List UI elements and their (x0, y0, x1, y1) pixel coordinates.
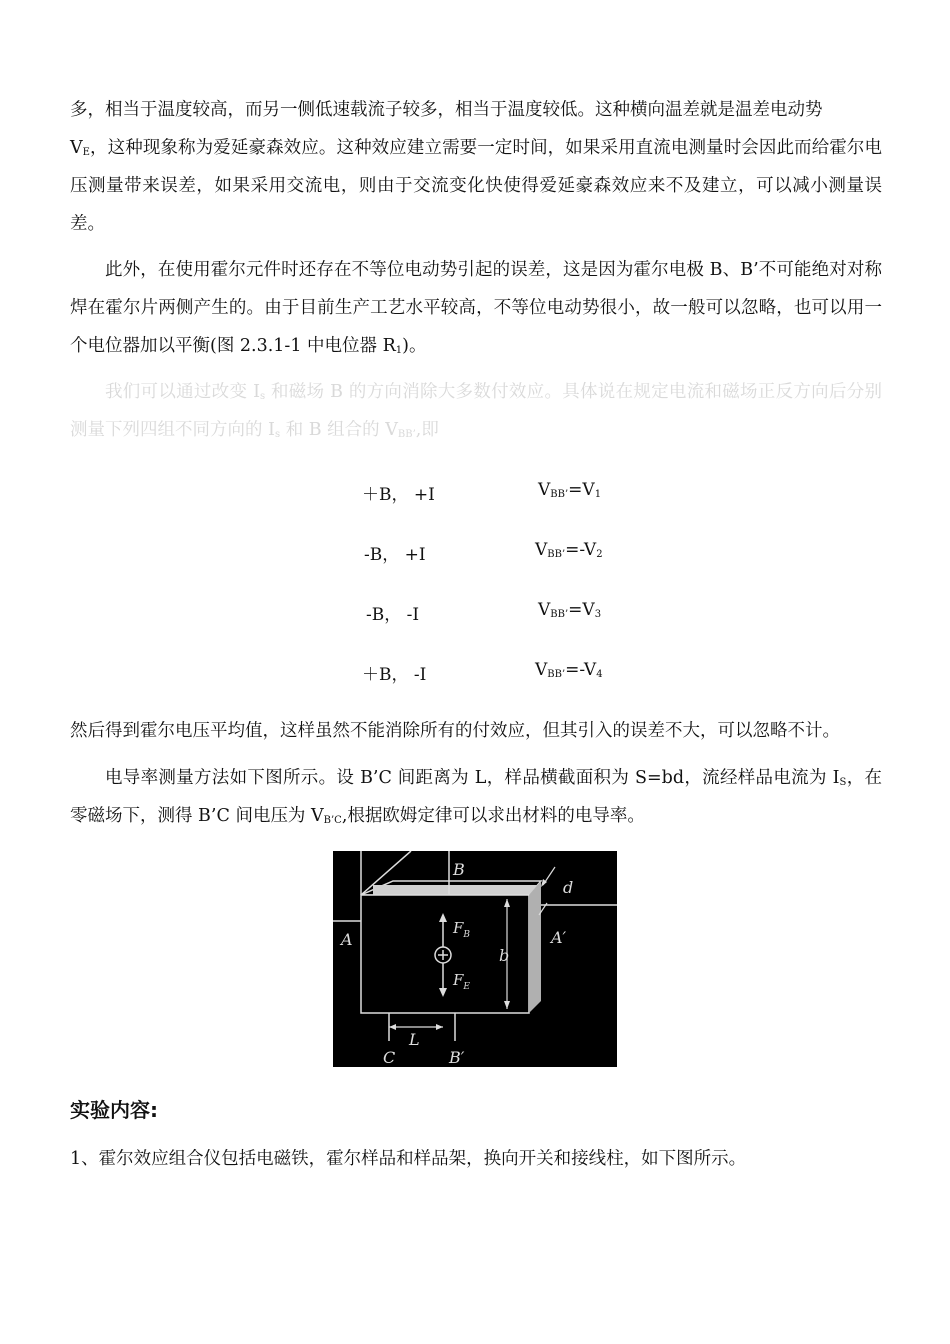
subscript: s (260, 391, 266, 402)
label-c: C (383, 1048, 396, 1067)
label-d: d (563, 878, 574, 897)
sample-top-edge (373, 885, 539, 895)
equation-rhs: =V (568, 600, 595, 620)
subscript: BB’ (550, 489, 569, 500)
paragraph-text: 和 B 组合的 V (280, 420, 398, 440)
subscript: s (274, 429, 281, 440)
paragraph-unequal-potential (70, 251, 882, 365)
symbol-ve: V (70, 138, 83, 158)
paragraph-text: ，在零磁场下，测得 B’C 间电压为 V (70, 768, 883, 826)
paragraph-text: ,即 (415, 420, 439, 440)
symbol-v: V (538, 600, 551, 620)
paragraph-text: 多，相当于温度较高，而另一侧低速载流子较多，相当于温度较低。这种横向温差就是温差电动势 (70, 100, 823, 120)
sample-side-face (529, 881, 541, 1013)
paragraph-text: 和磁场 B 的方向消除大多数付效应。具体说在规定电流和磁场正反方向后分别测量下列四组不同方向的 I (70, 382, 882, 440)
label-b: B (453, 860, 465, 879)
label-b-dim: b (499, 946, 510, 965)
condition-field-3: -B， -I (366, 605, 420, 625)
equation-rhs: =-V (565, 540, 597, 560)
hall-sample-svg (333, 851, 617, 1067)
symbol-v: V (538, 480, 551, 500)
condition-field-1: ＋B， +I (362, 485, 435, 505)
equation-rhs: =V (568, 480, 595, 500)
condition-voltage-1 (538, 480, 601, 500)
subscript: B’C (323, 815, 342, 826)
paragraph-ettingshausen (70, 91, 882, 243)
label-a: A (341, 930, 353, 949)
condition-voltage-2 (535, 540, 603, 560)
subscript: BB’ (550, 609, 569, 620)
equation-rhs: =-V (565, 660, 597, 680)
subscript: BB’ (547, 549, 566, 560)
subscript: S (839, 777, 847, 788)
condition-field-2: -B， +I (364, 545, 426, 565)
hall-sample-diagram (333, 851, 617, 1067)
subscript: BB’ (547, 669, 566, 680)
paragraph-elimination-faded (70, 373, 882, 449)
list-item-1: 1、霍尔效应组合仪包括电磁铁，霍尔样品和样品架，换向开关和接线柱，如下图所示。 (70, 1149, 747, 1169)
subscript: 3 (594, 609, 602, 620)
subscript: BB’ (397, 429, 416, 440)
label-fb-main: F (453, 919, 464, 937)
symbol-v: V (535, 660, 548, 680)
label-l: L (409, 1030, 420, 1049)
condition-voltage-3 (538, 600, 601, 620)
paragraph-average: 然后得到霍尔电压平均值，这样虽然不能消除所有的付效应，但其引入的误差不大，可以忽略不计。 (70, 721, 840, 741)
label-b-prime: B′ (449, 1048, 465, 1067)
section-heading-experiment: 实验内容: (70, 1098, 158, 1122)
paragraph-text: ,根据欧姆定律可以求出材料的电导率。 (341, 806, 645, 826)
paragraph-text: 电导率测量方法如下图所示。设 B’C 间距离为 L，样品横截面积为 S=bd，流经样品电流为 I (105, 768, 840, 788)
label-fe-main: F (453, 971, 464, 989)
subscript: 1 (594, 489, 602, 500)
condition-voltage-4 (535, 660, 603, 680)
condition-field-4: ＋B， -I (362, 665, 427, 685)
paragraph-conductivity (70, 759, 882, 835)
subscript: E (82, 147, 90, 158)
symbol-v: V (535, 540, 548, 560)
subscript: 1 (395, 345, 403, 356)
label-fe-sub: E (463, 982, 470, 992)
paragraph-text: 我们可以通过改变 I (105, 382, 260, 402)
paragraph-text: )。 (402, 336, 427, 356)
paragraph-text: ，这种现象称为爱延豪森效应。这种效应建立需要一定时间，如果采用直流电测量时会因此而给霍尔电压测量带来误差，如果采用交流电，则由于交流变化快使得爱延豪森效应来不及建立，可以减小测量误差。 (70, 138, 882, 234)
label-fb-sub: B (463, 930, 471, 940)
subscript: 4 (596, 669, 603, 680)
label-a-prime: A′ (551, 928, 567, 947)
subscript: 2 (596, 549, 603, 560)
paragraph-text: 此外，在使用霍尔元件时还存在不等位电动势引起的误差，这是因为霍尔电极 B、B’不可能绝对对称焊在霍尔片两侧产生的。由于目前生产工艺水平较高，不等位电动势很小，故一般可以忽略，也可以用一个电位器加以平衡(图 2.3.1-1 中电位器 R (70, 260, 882, 356)
